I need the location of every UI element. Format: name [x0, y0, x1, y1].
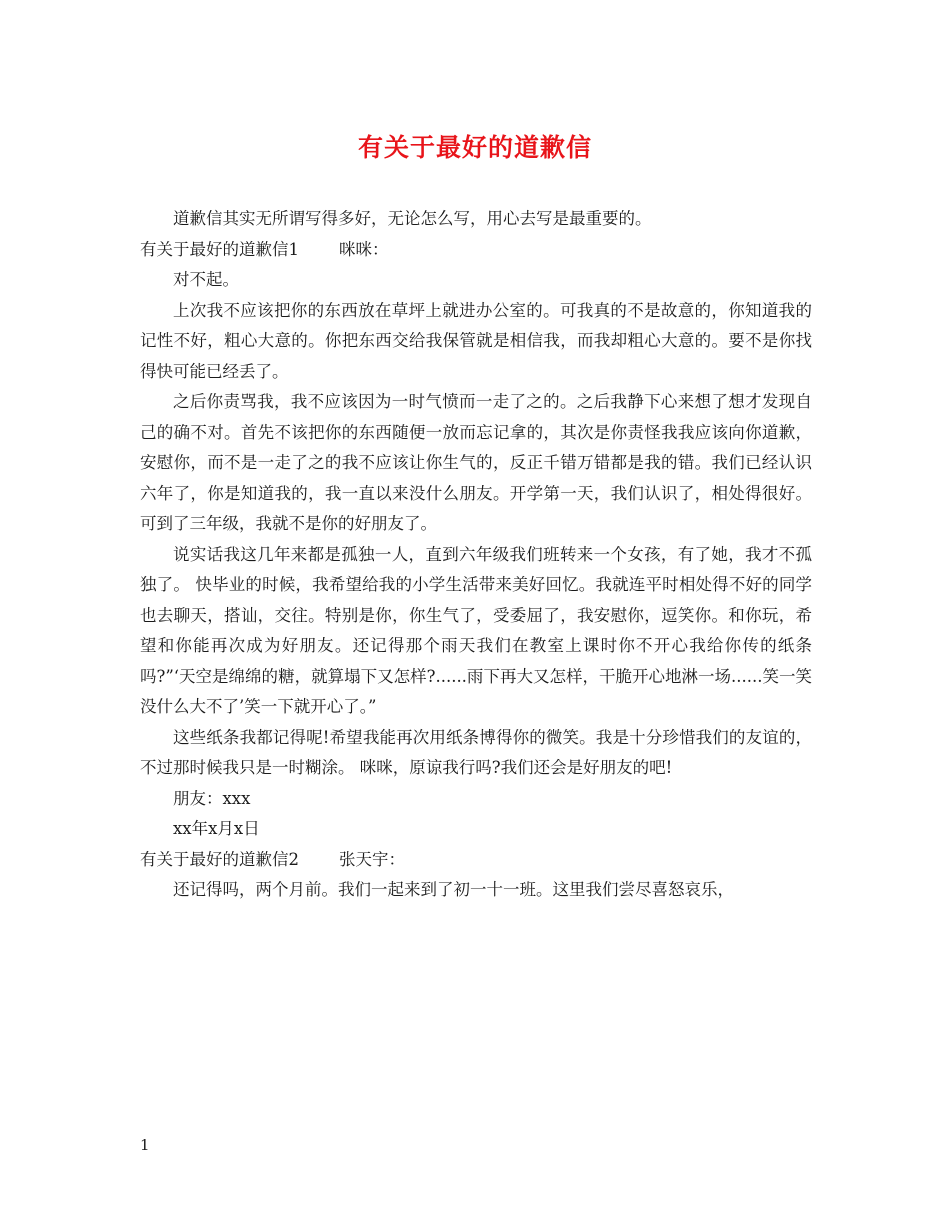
letter-1-heading-line [140, 235, 812, 266]
letter-2-salutation: 张天宇： [339, 849, 405, 869]
letter-1-heading: 有关于最好的道歉信1 [140, 239, 299, 259]
letter-2-heading-line [140, 845, 812, 876]
letter-2-heading: 有关于最好的道歉信2 [140, 849, 299, 869]
document-title: 有关于最好的道歉信 [357, 133, 592, 162]
letter-1-paragraph: 说实话我这几年来都是孤独一人，直到六年级我们班转来一个女孩，有了她，我才不孤独了。 快毕业的时候，我希望给我的小学生活带来美好回忆。我就连平时相处得不好的同学也去聊天，搭讪，交往。特别是你，你生气了，受委屈了，我安慰你，逗笑你。和你玩，希望和你能再次成为好朋友。还记得那个雨天我们在教室上课时你不开心我给你传的纸条吗?”‘天空是绵绵的糖，就算塌下又怎样?......雨下再大又怎样，干脆开心地淋一场......笑一笑没什么大不了’笑一下就开心了。” [140, 544, 812, 716]
page-number: 1 [140, 1136, 150, 1154]
letter-1-paragraph: 之后你责骂我，我不应该因为一时气愤而一走了之的。之后我静下心来想了想才发现自己的确不对。首先不该把你的东西随便一放而忘记拿的，其次是你责怪我我应该向你道歉，安慰你，而不是一走了之的我不应该让你生气的，反正千错万错都是我的错。我们已经认识六年了，你是知道我的，我一直以来没什么朋友。开学第一天，我们认识了，相处得很好。可到了三年级，我就不是你的好朋友了。 [140, 392, 812, 533]
document-body [140, 204, 812, 906]
letter-1-signature: 朋友：xxx [173, 788, 251, 808]
letter-1-date: xx年x月x日 [173, 819, 260, 838]
letter-2-paragraph: 还记得吗，两个月前。我们一起来到了初一十一班。这里我们尝尽喜怒哀乐， [173, 880, 734, 899]
intro-paragraph: 道歉信其实无所谓写得多好，无论怎么写，用心去写是最重要的。 [173, 209, 652, 228]
letter-1-salutation: 咪咪： [339, 239, 389, 259]
letter-1-paragraph: 对不起。 [173, 270, 239, 289]
letter-1-paragraph: 上次我不应该把你的东西放在草坪上就进办公室的。可我真的不是故意的，你知道我的记性不好，粗心大意的。你把东西交给我保管就是相信我，而我却粗心大意的。要不是你找得快可能已经丢了。 [140, 300, 812, 381]
letter-1-paragraph: 这些纸条我都记得呢!希望我能再次用纸条博得你的微笑。我是十分珍惜我们的友谊的，不过那时候我只是一时糊涂。 咪咪，原谅我行吗?我们还会是好朋友的吧! [140, 727, 812, 777]
